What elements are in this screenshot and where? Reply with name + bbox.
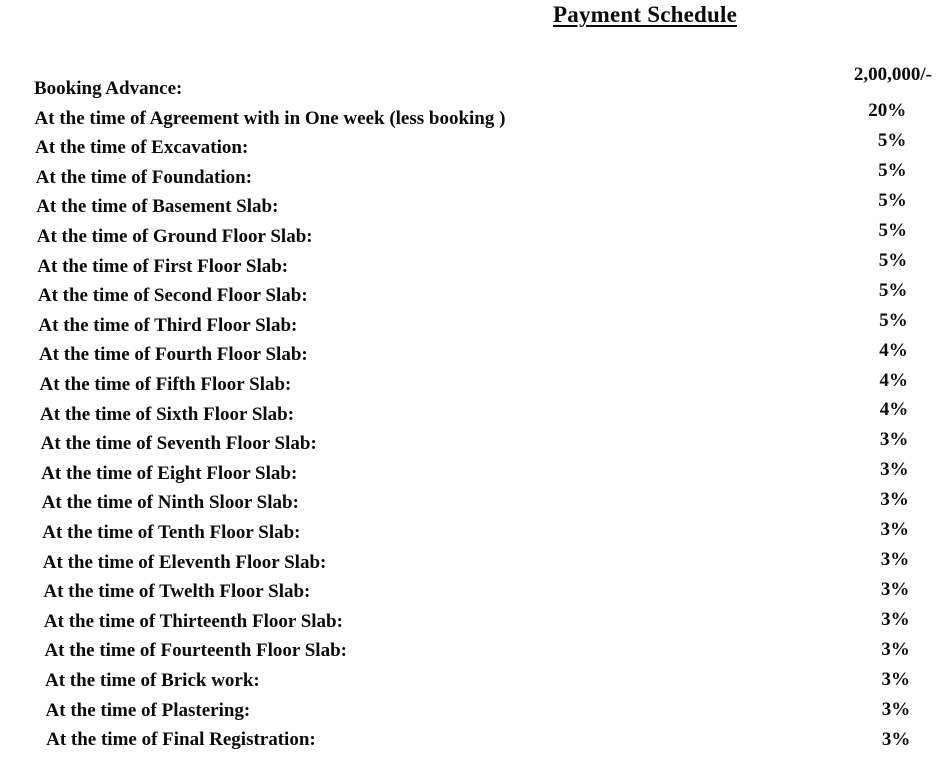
schedule-item-value: 3% <box>880 579 910 601</box>
schedule-row <box>46 727 911 753</box>
schedule-item-value: 3% <box>880 459 909 481</box>
schedule-row <box>37 279 908 309</box>
schedule-row <box>45 668 910 694</box>
schedule-item-value: 5% <box>877 129 907 151</box>
schedule-row <box>36 219 907 250</box>
schedule-item-label: At the time of Seventh Floor Slab: <box>40 433 317 455</box>
schedule-item-value: 5% <box>878 189 907 211</box>
schedule-row <box>39 369 908 398</box>
schedule-item-label: At the time of Fourteenth Floor Slab: <box>44 640 347 662</box>
schedule-item-label: At the time of Eight Floor Slab: <box>41 462 298 484</box>
schedule-item-value: 2,00,000/- <box>853 64 932 85</box>
schedule-item-label: At the time of Excavation: <box>35 137 249 159</box>
schedule-row <box>41 459 909 487</box>
schedule-item-value: 4% <box>879 369 908 391</box>
schedule-item-value: 3% <box>880 519 909 541</box>
schedule-row <box>42 519 909 546</box>
schedule-item-label: At the time of Plastering: <box>45 699 251 721</box>
schedule-item-label: At the time of Tenth Floor Slab: <box>42 522 301 543</box>
schedule-row <box>38 309 908 339</box>
schedule-row <box>40 399 909 428</box>
schedule-row <box>36 189 907 220</box>
schedule-item-label: At the time of Ground Floor Slab: <box>36 226 313 247</box>
schedule-row <box>42 549 910 576</box>
schedule-item-value: 5% <box>878 249 908 271</box>
schedule-row <box>34 64 932 102</box>
schedule-item-label: At the time of Final Registration: <box>46 729 316 751</box>
schedule-item-value: 20% <box>868 99 907 121</box>
schedule-item-label: At the time of Foundation: <box>35 166 253 188</box>
schedule-item-label: At the time of Basement Slab: <box>36 196 279 218</box>
schedule-item-value: 3% <box>881 728 911 750</box>
schedule-row <box>43 579 910 605</box>
schedule-item-label: At the time of Third Floor Slab: <box>38 314 298 336</box>
schedule-item-label: At the time of Twelth Floor Slab: <box>43 581 311 603</box>
schedule-item-label: At the time of Fifth Floor Slab: <box>39 374 292 395</box>
schedule-item-value: 5% <box>879 309 908 331</box>
schedule-item-label: At the time of First Floor Slab: <box>37 255 289 277</box>
schedule-item-value: 3% <box>880 549 910 571</box>
schedule-item-value: 4% <box>879 339 908 361</box>
schedule-row <box>40 429 909 457</box>
schedule-item-value: 5% <box>878 279 908 301</box>
schedule-item-label: At the time of Sixth Floor Slab: <box>40 403 295 425</box>
schedule-item-value: 3% <box>881 609 910 631</box>
schedule-item-value: 3% <box>881 639 910 661</box>
schedule-row <box>44 638 910 664</box>
schedule-row <box>43 609 910 635</box>
schedule-row <box>35 159 907 191</box>
schedule-row <box>35 129 907 161</box>
schedule-item-label: At the time of Eleventh Floor Slab: <box>42 551 327 573</box>
schedule-item-label: Booking Advance: <box>34 78 183 99</box>
schedule-item-label: At the time of Brick work: <box>45 670 260 691</box>
schedule-item-label: At the time of Ninth Sloor Slab: <box>41 492 299 514</box>
schedule-item-value: 3% <box>880 489 909 511</box>
schedule-item-label: At the time of Thirteenth Floor Slab: <box>43 610 343 632</box>
schedule-item-label: At the time of Second Floor Slab: <box>37 285 308 307</box>
page-title: Payment Schedule <box>553 2 737 27</box>
schedule-row <box>34 99 907 132</box>
schedule-row <box>38 339 908 368</box>
schedule-item-value: 3% <box>879 429 909 451</box>
schedule-item-value: 3% <box>881 669 910 690</box>
schedule-row <box>45 698 911 724</box>
schedule-item-value: 4% <box>879 399 909 421</box>
schedule-item-label: At the time of Fourth Floor Slab: <box>38 344 308 366</box>
schedule-row <box>41 489 909 516</box>
schedule-item-value: 5% <box>878 219 907 241</box>
schedule-item-label: At the time of Agreement with in One week (less booking ) <box>34 107 506 129</box>
schedule-item-value: 5% <box>878 159 907 181</box>
schedule-row <box>37 249 908 280</box>
schedule-item-value: 3% <box>881 698 911 720</box>
